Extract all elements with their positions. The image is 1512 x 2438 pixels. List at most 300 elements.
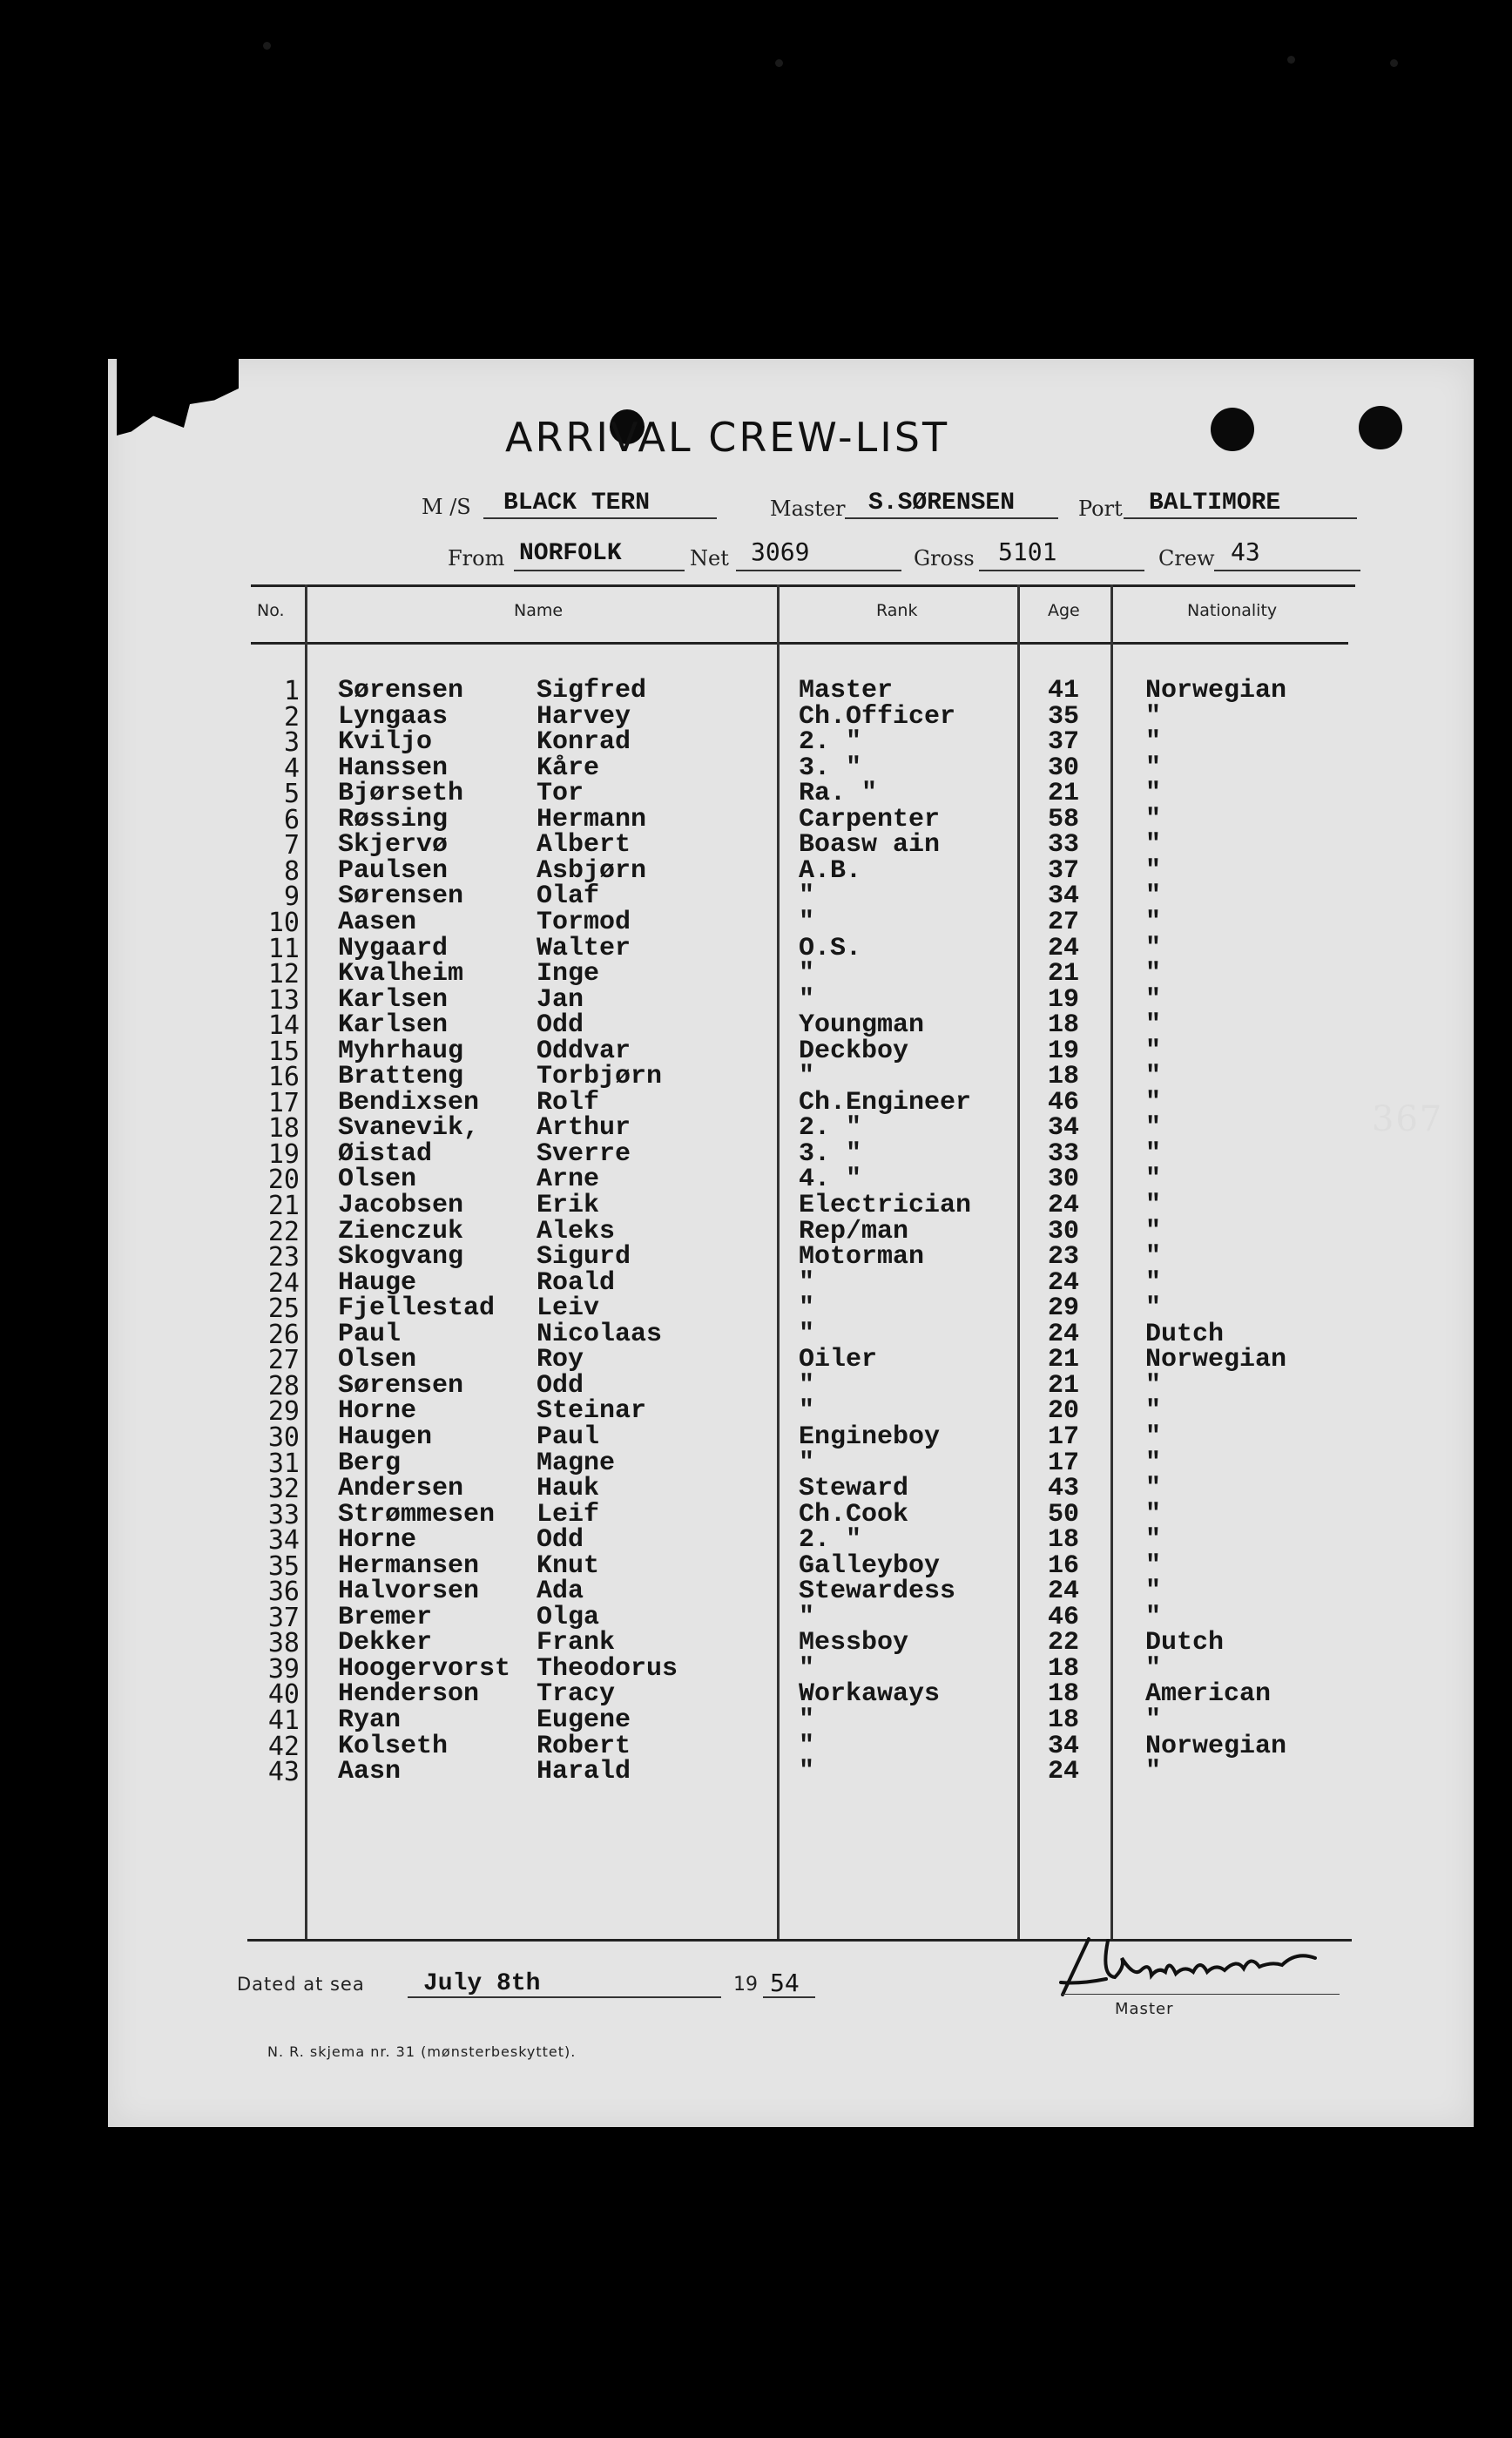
crew-number: 20: [267, 1165, 300, 1196]
crew-surname: Bratteng: [338, 1062, 464, 1092]
crew-given-name: Theodorus: [537, 1653, 678, 1684]
crew-nationality: ": [1145, 1267, 1162, 1298]
crew-given-name: Olga: [537, 1602, 600, 1632]
crew-surname: Aasn: [338, 1757, 402, 1787]
crew-rank: 4. ": [799, 1165, 862, 1195]
crew-rank: ": [799, 1653, 815, 1684]
crew-given-name: Walter: [537, 933, 631, 963]
master-signature: [1054, 1932, 1350, 2002]
crew-surname: Olsen: [338, 1165, 417, 1195]
crew-given-name: Inge: [537, 959, 600, 989]
crew-given-name: Odd: [537, 1370, 584, 1401]
crew-age: 58: [1047, 804, 1079, 834]
ship-underline: [483, 517, 717, 519]
crew-number: 14: [267, 1010, 300, 1042]
crew-nationality: ": [1145, 933, 1162, 963]
crew-surname: Øistad: [338, 1138, 433, 1169]
crew-nationality: ": [1145, 959, 1162, 989]
column-header-age: Age: [1048, 601, 1080, 620]
column-header-no: No.: [257, 601, 285, 620]
column-divider: [1110, 584, 1113, 1939]
crew-rank: Workaways: [799, 1679, 941, 1710]
net-label: Net: [690, 546, 729, 571]
crew-given-name: Jan: [537, 984, 584, 1015]
crew-age: 18: [1047, 1525, 1079, 1556]
crew-number: 43: [267, 1757, 300, 1788]
crew-age: 21: [1047, 959, 1079, 989]
crew-number: 3: [283, 727, 300, 759]
crew-list-sheet: [108, 359, 1474, 2127]
crew-surname: Kolseth: [338, 1731, 449, 1761]
crew-given-name: Asbjørn: [537, 855, 647, 886]
crew-nationality: Dutch: [1145, 1319, 1225, 1349]
crew-surname: Halvorsen: [338, 1577, 480, 1607]
crew-number: 11: [267, 933, 300, 964]
crew-rank: O.S.: [799, 933, 862, 963]
crew-nationality: ": [1145, 701, 1162, 732]
crew-nationality: ": [1145, 1757, 1162, 1787]
crew-number: 31: [267, 1448, 300, 1479]
crew-nationality: ": [1145, 1113, 1162, 1144]
crew-given-name: Magne: [537, 1448, 616, 1478]
crew-surname: Karlsen: [338, 984, 449, 1015]
crew-nationality: ": [1145, 753, 1162, 783]
crew-given-name: Konrad: [537, 727, 631, 758]
crew-nationality: ": [1145, 881, 1162, 912]
crew-number: 36: [267, 1577, 300, 1608]
crew-given-name: Leif: [537, 1499, 600, 1530]
crew-age: 30: [1047, 753, 1079, 783]
crew-surname: Paulsen: [338, 855, 449, 886]
crew-age: 33: [1047, 830, 1079, 861]
port-label: Port: [1078, 496, 1123, 521]
table-top-rule: [251, 584, 1355, 587]
crew-given-name: Roald: [537, 1267, 616, 1298]
year-suffix: 54: [770, 1969, 800, 1997]
crew-given-name: Leiv: [537, 1293, 600, 1324]
crew-surname: Ryan: [338, 1705, 402, 1735]
crew-number: 9: [283, 881, 300, 913]
crew-age: 24: [1047, 1757, 1079, 1787]
crew-given-name: Harald: [537, 1757, 631, 1787]
crew-age: 17: [1047, 1448, 1079, 1478]
crew-nationality: ": [1145, 1138, 1162, 1169]
crew-surname: Hoogervorst: [338, 1653, 511, 1684]
crew-nationality: Norwegian: [1145, 676, 1287, 706]
margin-number: 367: [1372, 1099, 1444, 1139]
crew-rank: 2. ": [799, 727, 862, 758]
crew-age: 24: [1047, 1577, 1079, 1607]
crew-surname: Jacobsen: [338, 1191, 464, 1220]
crew-surname: Paul: [338, 1319, 402, 1349]
crew-surname: Dekker: [338, 1628, 433, 1658]
crew-age: 18: [1047, 1679, 1079, 1710]
crew-number: 4: [283, 753, 300, 784]
crew-age: 24: [1047, 1319, 1079, 1349]
port-underline: [1124, 517, 1357, 519]
crew-rank: Youngman: [799, 1010, 925, 1041]
crew-nationality: ": [1145, 1242, 1162, 1273]
crew-age: 37: [1047, 855, 1079, 886]
crew-count: 43: [1231, 537, 1260, 566]
net-underline: [736, 570, 901, 571]
date-value: July 8th: [423, 1970, 541, 1997]
crew-rank: ": [799, 959, 815, 989]
crew-nationality: ": [1145, 1653, 1162, 1684]
crew-given-name: Paul: [537, 1422, 600, 1452]
column-divider: [305, 584, 307, 1939]
crew-age: 18: [1047, 1010, 1079, 1041]
crew-surname: Bendixsen: [338, 1087, 480, 1118]
from-port: NORFOLK: [519, 540, 622, 567]
crew-rank: Rep/man: [799, 1216, 909, 1246]
crew-number: 23: [267, 1242, 300, 1273]
crew-rank: Deckboy: [799, 1036, 909, 1066]
crew-nationality: ": [1145, 1474, 1162, 1504]
gross-label: Gross: [914, 546, 975, 571]
from-label: From: [448, 546, 505, 571]
crew-nationality: American: [1145, 1679, 1272, 1710]
crew-number: 1: [283, 676, 300, 706]
crew-given-name: Kåre: [537, 753, 600, 783]
crew-age: 22: [1047, 1628, 1079, 1658]
crew-number: 12: [267, 959, 300, 990]
crew-number: 18: [267, 1113, 300, 1145]
crew-age: 17: [1047, 1422, 1079, 1452]
crew-rank: ": [799, 1319, 815, 1349]
crew-rank: Ch.Engineer: [799, 1087, 972, 1118]
master-caption: Master: [1115, 2000, 1174, 2018]
crew-surname: Aasen: [338, 907, 417, 937]
crew-nationality: ": [1145, 1577, 1162, 1607]
crew-surname: Hanssen: [338, 753, 449, 783]
crew-nationality: ": [1145, 1550, 1162, 1581]
crew-rank: ": [799, 1370, 815, 1401]
crew-surname: Zienczuk: [338, 1216, 464, 1246]
crew-rank: Steward: [799, 1474, 909, 1504]
crew-nationality: ": [1145, 779, 1162, 809]
crew-nationality: ": [1145, 1370, 1162, 1401]
crew-given-name: Arne: [537, 1165, 600, 1195]
crew-surname: Sørensen: [338, 676, 464, 706]
scan-dust: [775, 59, 783, 67]
crew-number: 27: [267, 1345, 300, 1376]
crew-number: 42: [267, 1731, 300, 1762]
crew-age: 24: [1047, 1191, 1079, 1220]
crew-rank: ": [799, 1757, 815, 1787]
port-name: BALTIMORE: [1149, 490, 1281, 517]
crew-given-name: Ada: [537, 1577, 584, 1607]
crew-age: 18: [1047, 1062, 1079, 1092]
crew-rank: ": [799, 1293, 815, 1324]
crew-surname: Lyngaas: [338, 701, 449, 732]
crew-surname: Svanevik,: [338, 1113, 480, 1144]
crew-nationality: ": [1145, 907, 1162, 937]
crew-nationality: ": [1145, 1396, 1162, 1427]
crew-number: 6: [283, 804, 300, 835]
crew-rank: ": [799, 1705, 815, 1735]
crew-surname: Fjellestad: [338, 1293, 496, 1324]
crew-surname: Skogvang: [338, 1242, 464, 1273]
crew-given-name: Tormod: [537, 907, 631, 937]
signature-line: [1061, 1994, 1340, 1995]
crew-age: 23: [1047, 1242, 1079, 1273]
crew-rank: Carpenter: [799, 804, 941, 834]
crew-age: 27: [1047, 907, 1079, 937]
crew-age: 35: [1047, 701, 1079, 732]
crew-surname: Myhrhaug: [338, 1036, 464, 1066]
crew-rank: Electrician: [799, 1191, 972, 1220]
crew-surname: Sørensen: [338, 881, 464, 912]
crew-nationality: ": [1145, 1705, 1162, 1735]
crew-age: 41: [1047, 676, 1079, 706]
crew-age: 43: [1047, 1474, 1079, 1504]
crew-rank: Oiler: [799, 1345, 878, 1375]
net-tonnage: 3069: [751, 537, 810, 566]
crew-nationality: ": [1145, 1165, 1162, 1195]
crew-age: 20: [1047, 1396, 1079, 1427]
table-header-rule: [251, 642, 1348, 645]
crew-age: 19: [1047, 1036, 1079, 1066]
date-underline: [408, 1996, 721, 1998]
master-underline: [845, 517, 1058, 519]
crew-age: 18: [1047, 1705, 1079, 1735]
crew-given-name: Harvey: [537, 701, 631, 732]
column-header-rank: Rank: [876, 601, 918, 620]
crew-number: 10: [267, 907, 300, 938]
crew-given-name: Tor: [537, 779, 584, 809]
crew-number: 5: [283, 779, 300, 810]
crew-given-name: Eugene: [537, 1705, 631, 1735]
crew-surname: Røssing: [338, 804, 449, 834]
crew-given-name: Olaf: [537, 881, 600, 912]
crew-nationality: ": [1145, 1293, 1162, 1324]
crew-rank: Galleyboy: [799, 1550, 941, 1581]
crew-age: 37: [1047, 727, 1079, 758]
crew-rank: ": [799, 907, 815, 937]
crew-given-name: Tracy: [537, 1679, 616, 1710]
crew-nationality: ": [1145, 727, 1162, 758]
crew-number: 40: [267, 1679, 300, 1711]
crew-number: 33: [267, 1499, 300, 1530]
crew-surname: Kviljo: [338, 727, 433, 758]
punch-hole: [1359, 406, 1402, 449]
crew-rank: ": [799, 1731, 815, 1761]
crew-number: 30: [267, 1422, 300, 1453]
crew-age: 33: [1047, 1138, 1079, 1169]
column-header-nationality: Nationality: [1187, 601, 1278, 620]
crew-surname: Sørensen: [338, 1370, 464, 1401]
form-reference: N. R. skjema nr. 31 (mønsterbeskyttet).: [267, 2043, 577, 2060]
crew-given-name: Sigurd: [537, 1242, 631, 1273]
crew-surname: Nygaard: [338, 933, 449, 963]
crew-nationality: ": [1145, 855, 1162, 886]
crew-age: 50: [1047, 1499, 1079, 1530]
crew-given-name: Aleks: [537, 1216, 616, 1246]
crew-rank: Stewardess: [799, 1577, 956, 1607]
crew-age: 34: [1047, 1731, 1079, 1761]
crew-rank: ": [799, 1448, 815, 1478]
crew-number: 25: [267, 1293, 300, 1325]
crew-number: 22: [267, 1216, 300, 1247]
crew-number: 13: [267, 984, 300, 1016]
year-underline: [763, 1996, 815, 1998]
crew-rank: ": [799, 881, 815, 912]
crew-nationality: ": [1145, 1010, 1162, 1041]
crew-age: 46: [1047, 1602, 1079, 1632]
crew-number: 2: [283, 701, 300, 733]
crew-rank: 3. ": [799, 753, 862, 783]
column-divider: [777, 584, 780, 1939]
crew-given-name: Roy: [537, 1345, 584, 1375]
crew-age: 29: [1047, 1293, 1079, 1324]
crew-given-name: Hermann: [537, 804, 647, 834]
crew-number: 34: [267, 1525, 300, 1557]
dated-label: Dated at sea: [237, 1974, 365, 1995]
crew-rank: ": [799, 1396, 815, 1427]
crew-surname: Andersen: [338, 1474, 464, 1504]
crew-surname: Berg: [338, 1448, 402, 1478]
crew-number: 17: [267, 1087, 300, 1118]
crew-surname: Skjervø: [338, 830, 449, 861]
crew-rank: 3. ": [799, 1138, 862, 1169]
crew-nationality: ": [1145, 1448, 1162, 1478]
ms-label: M /S: [422, 495, 471, 519]
crew-rank: Ch.Cook: [799, 1499, 909, 1530]
crew-given-name: Hauk: [537, 1474, 600, 1504]
crew-nationality: ": [1145, 830, 1162, 861]
crew-given-name: Steinar: [537, 1396, 647, 1427]
crew-rank: 2. ": [799, 1113, 862, 1144]
crew-surname: Bjørseth: [338, 779, 464, 809]
crew-number: 29: [267, 1396, 300, 1428]
scan-dust: [263, 42, 271, 50]
crew-number: 24: [267, 1267, 300, 1299]
crew-age: 30: [1047, 1165, 1079, 1195]
crew-rank: ": [799, 1267, 815, 1298]
crew-number: 39: [267, 1653, 300, 1685]
crew-given-name: Nicolaas: [537, 1319, 663, 1349]
crew-nationality: ": [1145, 1525, 1162, 1556]
crew-given-name: Odd: [537, 1525, 584, 1556]
crew-rank: ": [799, 984, 815, 1015]
crew-given-name: Oddvar: [537, 1036, 631, 1066]
crew-age: 24: [1047, 933, 1079, 963]
from-underline: [514, 570, 685, 571]
crew-nationality: ": [1145, 1422, 1162, 1452]
crew-number: 38: [267, 1628, 300, 1659]
crew-age: 21: [1047, 779, 1079, 809]
crew-given-name: Arthur: [537, 1113, 631, 1144]
crew-surname: Haugen: [338, 1422, 433, 1452]
crew-given-name: Knut: [537, 1550, 600, 1581]
crew-nationality: ": [1145, 1191, 1162, 1220]
crew-age: 19: [1047, 984, 1079, 1015]
crew-age: 24: [1047, 1267, 1079, 1298]
crew-nationality: ": [1145, 1216, 1162, 1246]
crew-number: 28: [267, 1370, 300, 1401]
master-label: Master: [770, 496, 846, 521]
crew-given-name: Frank: [537, 1628, 616, 1658]
crew-rank: Engineboy: [799, 1422, 941, 1452]
ship-name: BLACK TERN: [503, 490, 651, 517]
gross-underline: [979, 570, 1144, 571]
crew-surname: Karlsen: [338, 1010, 449, 1041]
punch-hole: [1211, 408, 1254, 451]
crew-surname: Henderson: [338, 1679, 480, 1710]
crew-surname: Horne: [338, 1525, 417, 1556]
crew-nationality: ": [1145, 804, 1162, 834]
crew-nationality: ": [1145, 1602, 1162, 1632]
gross-tonnage: 5101: [998, 537, 1057, 566]
crew-number: 7: [283, 830, 300, 861]
crew-nationality: ": [1145, 1499, 1162, 1530]
crew-number: 21: [267, 1191, 300, 1221]
crew-surname: Bremer: [338, 1602, 433, 1632]
crew-number: 32: [267, 1474, 300, 1505]
crew-nationality: ": [1145, 1036, 1162, 1066]
crew-number: 41: [267, 1705, 300, 1736]
crew-number: 16: [267, 1062, 300, 1093]
year-prefix: 19: [733, 1974, 758, 1996]
crew-surname: Kvalheim: [338, 959, 464, 989]
crew-number: 26: [267, 1319, 300, 1350]
crew-rank: Ch.Officer: [799, 701, 956, 732]
crew-surname: Olsen: [338, 1345, 417, 1375]
crew-number: 15: [267, 1036, 300, 1067]
crew-surname: Hauge: [338, 1267, 417, 1298]
crew-rank: Master: [799, 676, 894, 706]
crew-label: Crew: [1158, 546, 1215, 571]
crew-number: 8: [283, 855, 300, 887]
crew-given-name: Rolf: [537, 1087, 600, 1118]
crew-given-name: Erik: [537, 1191, 600, 1220]
crew-given-name: Robert: [537, 1731, 631, 1761]
crew-number: 35: [267, 1550, 300, 1582]
crew-nationality: ": [1145, 1087, 1162, 1118]
crew-nationality: Norwegian: [1145, 1345, 1287, 1375]
crew-age: 46: [1047, 1087, 1079, 1118]
scan-dust: [1390, 59, 1398, 67]
crew-age: 34: [1047, 1113, 1079, 1144]
crew-rank: 2. ": [799, 1525, 862, 1556]
crew-rank: Motorman: [799, 1242, 925, 1273]
crew-rank: ": [799, 1062, 815, 1092]
crew-surname: Horne: [338, 1396, 417, 1427]
crew-age: 30: [1047, 1216, 1079, 1246]
crew-rank: ": [799, 1602, 815, 1632]
crew-age: 18: [1047, 1653, 1079, 1684]
crew-given-name: Albert: [537, 830, 631, 861]
crew-nationality: Dutch: [1145, 1628, 1225, 1658]
crew-age: 16: [1047, 1550, 1079, 1581]
crew-rank: Ra. ": [799, 779, 878, 809]
crew-underline: [1214, 570, 1360, 571]
crew-given-name: Torbjørn: [537, 1062, 663, 1092]
crew-given-name: Odd: [537, 1010, 584, 1041]
crew-given-name: Sigfred: [537, 676, 647, 706]
scan-dust: [1287, 56, 1295, 64]
crew-nationality: ": [1145, 1062, 1162, 1092]
crew-number: 19: [267, 1138, 300, 1170]
crew-given-name: Sverre: [537, 1138, 631, 1169]
crew-surname: Strømmesen: [338, 1499, 496, 1530]
crew-age: 34: [1047, 881, 1079, 912]
crew-nationality: ": [1145, 984, 1162, 1015]
crew-surname: Hermansen: [338, 1550, 480, 1581]
crew-rank: Boasw ain: [799, 830, 941, 861]
document-title: ARRIVAL CREW-LIST: [505, 414, 950, 461]
